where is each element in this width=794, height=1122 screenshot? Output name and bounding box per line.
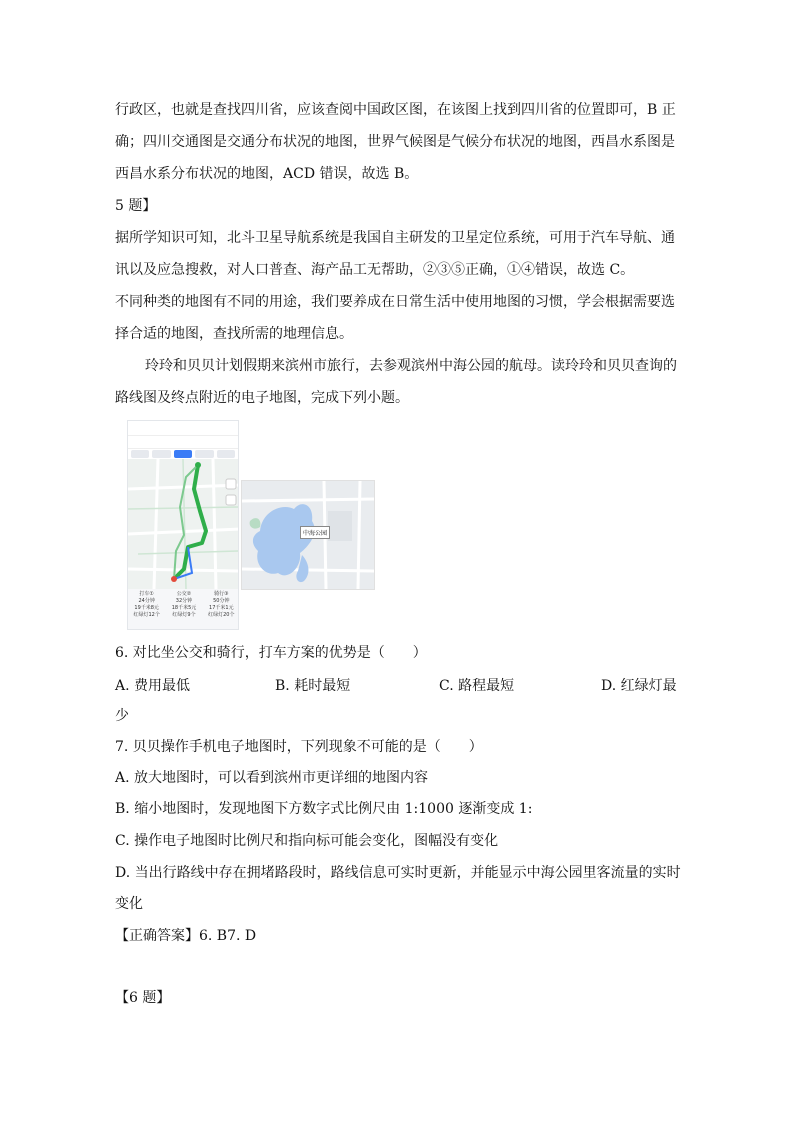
text-line: 讯以及应急搜救，对人口普查、海产品工无帮助，②③⑤正确，①④错误，故选 C。: [115, 262, 635, 278]
text-line: 行政区，也就是查找四川省，应该查阅中国政区图，在该图上找到四川省的位置即可，B 正: [115, 102, 676, 118]
phone-route-screenshot: [127, 420, 239, 630]
q6-option-d: D. 红绿灯最: [601, 678, 677, 694]
mode-taxi: 打车① 24分钟 19千米8元 红绿灯12个: [133, 591, 160, 618]
text-line: 不同种类的地图有不同的用途，我们要养成在日常生活中使用地图的习惯，学会根据需要选: [115, 294, 675, 310]
text-line: 择合适的地图，查找所需的地理信息。: [115, 326, 353, 342]
q6-option-b: B. 耗时最短: [275, 678, 351, 694]
park-label: 中海公园: [300, 526, 330, 539]
travel-modes: [128, 589, 239, 630]
question-7-stem: 7. 贝贝操作手机电子地图时，下列现象不可能的是（ ）: [115, 739, 483, 755]
text-line: 据所学知识可知，北斗卫星导航系统是我国自主研发的卫星定位系统，可用于汽车导航、通: [115, 230, 675, 246]
route-map-figure: [127, 420, 377, 630]
park-map: [241, 480, 375, 590]
route-map: [128, 459, 239, 589]
text-line: 确；四川交通图是交通分布状况的地图，世界气候图是气候分布状况的地图，西昌水系图是: [115, 134, 675, 150]
section-heading-6: 【6 题】: [115, 990, 171, 1006]
answer-line: 【正确答案】6. B7. D: [115, 928, 257, 944]
q7-option-b: B. 缩小地图时，发现地图下方数字式比例尺由 1:1000 逐渐变成 1:: [115, 801, 533, 817]
q6-option-c: C. 路程最短: [439, 678, 515, 694]
q6-option-a: A. 费用最低: [115, 678, 191, 694]
section-heading: 5 题】: [115, 198, 157, 214]
question-6-stem: 6. 对比坐公交和骑行，打车方案的优势是（ ）: [115, 645, 427, 661]
text-line: 西昌水系分布状况的地图，ACD 错误，故选 B。: [115, 166, 419, 182]
q6-option-d-cont: 少: [115, 708, 129, 724]
mode-bike: 骑行③ 50分钟 17千米1元 红绿灯20个: [208, 591, 235, 618]
q7-option-a: A. 放大地图时，可以看到滨州市更详细的地图内容: [115, 770, 429, 786]
q7-option-c: C. 操作电子地图时比例尺和指向标可能会变化，图幅没有变化: [115, 833, 499, 849]
q7-option-d-cont: 变化: [115, 896, 143, 912]
text-line: 路线图及终点附近的电子地图，完成下列小题。: [115, 390, 409, 406]
mode-bus: 公交② 32分钟 18千米5元 红绿灯9个: [171, 591, 197, 618]
q7-option-d: D. 当出行路线中存在拥堵路段时，路线信息可实时更新，并能显示中海公园里客流量的实时: [115, 865, 681, 881]
text-line: 玲玲和贝贝计划假期来滨州市旅行，去参观滨州中海公园的航母。读玲玲和贝贝查询的: [145, 358, 677, 374]
